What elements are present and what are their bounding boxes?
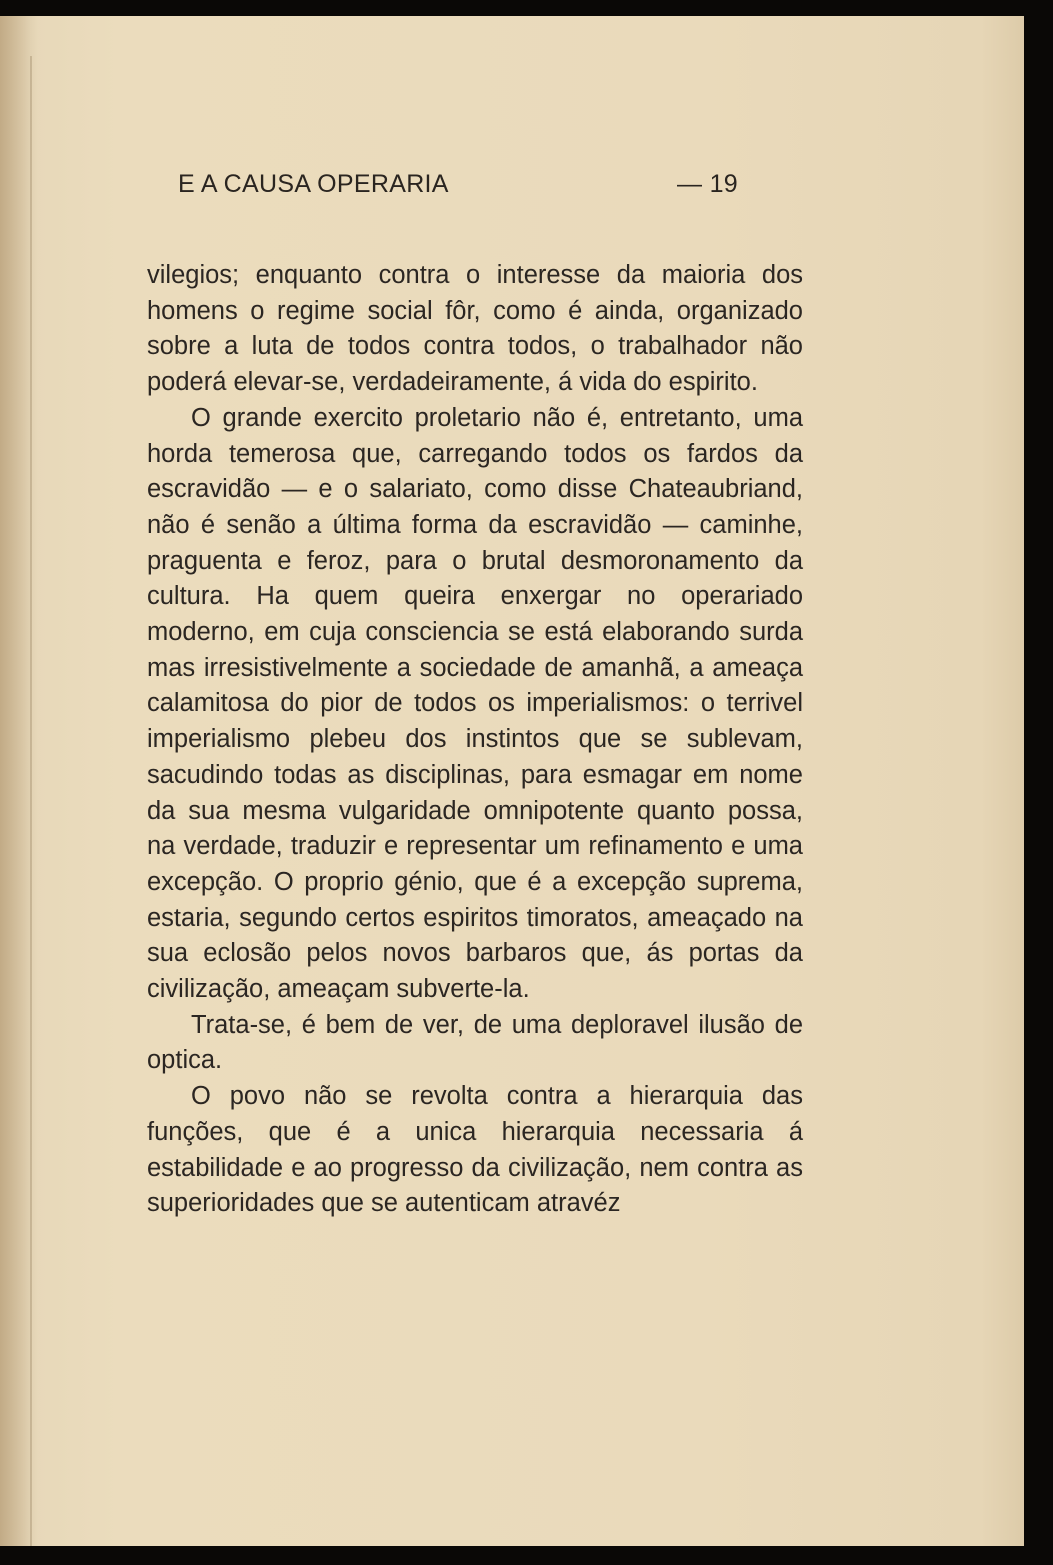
paragraph: O povo não se revolta contra a hierarquia das funções, que é a unica hierarquia necessaria á estabilidade e ao progresso da civilização, nem contra as superioridades que se autenticam atravéz [147,1082,803,1218]
page-header [178,170,738,210]
page-number: — 19 [677,170,738,198]
body-text [147,258,803,1222]
paragraph: O grande exercito proletario não é, entretanto, uma horda temerosa que, carregando todos os fardos da escravidão — e o salariato, como disse Chateaubriand, não é senão a última forma da escravidão — caminhe, praguenta e feroz, para o brutal desmoronamento da cultura. Ha quem queira enxergar no operariado moderno, em cuja consciencia se está elaborando surda mas irresistivelmente a sociedade de amanhã, a ameaça calamitosa do pior de todos os imperialismos: o terrivel imperialismo plebeu dos instintos que se sublevam, sacudindo todas as disciplinas, para esmagar em nome da sua mesma vulgaridade omnipotente quanto possa, na verdade, traduzir e representar um refinamento e uma excepção. O proprio génio, que é a excepção suprema, estaria, segundo certos espiritos timoratos, ameaçado na sua eclosão pelos novos barbaros que, ás portas da civilização, ameaçam subverte-la. [147,403,803,1004]
page-gutter [30,56,32,1546]
paragraph-continued: vilegios; enquanto contra o interesse da maioria dos homens o regime social fôr, como é ainda, organizado sobre a luta de todos contra todos, o trabalhador não poderá elevar-se, verdadeiramente, á vida do espirito. [147,261,803,397]
book-page [0,16,1024,1546]
paragraph: Trata-se, é bem de ver, de uma deploravel ilusão de optica. [147,1010,803,1075]
running-head: E A CAUSA OPERARIA [178,170,449,198]
